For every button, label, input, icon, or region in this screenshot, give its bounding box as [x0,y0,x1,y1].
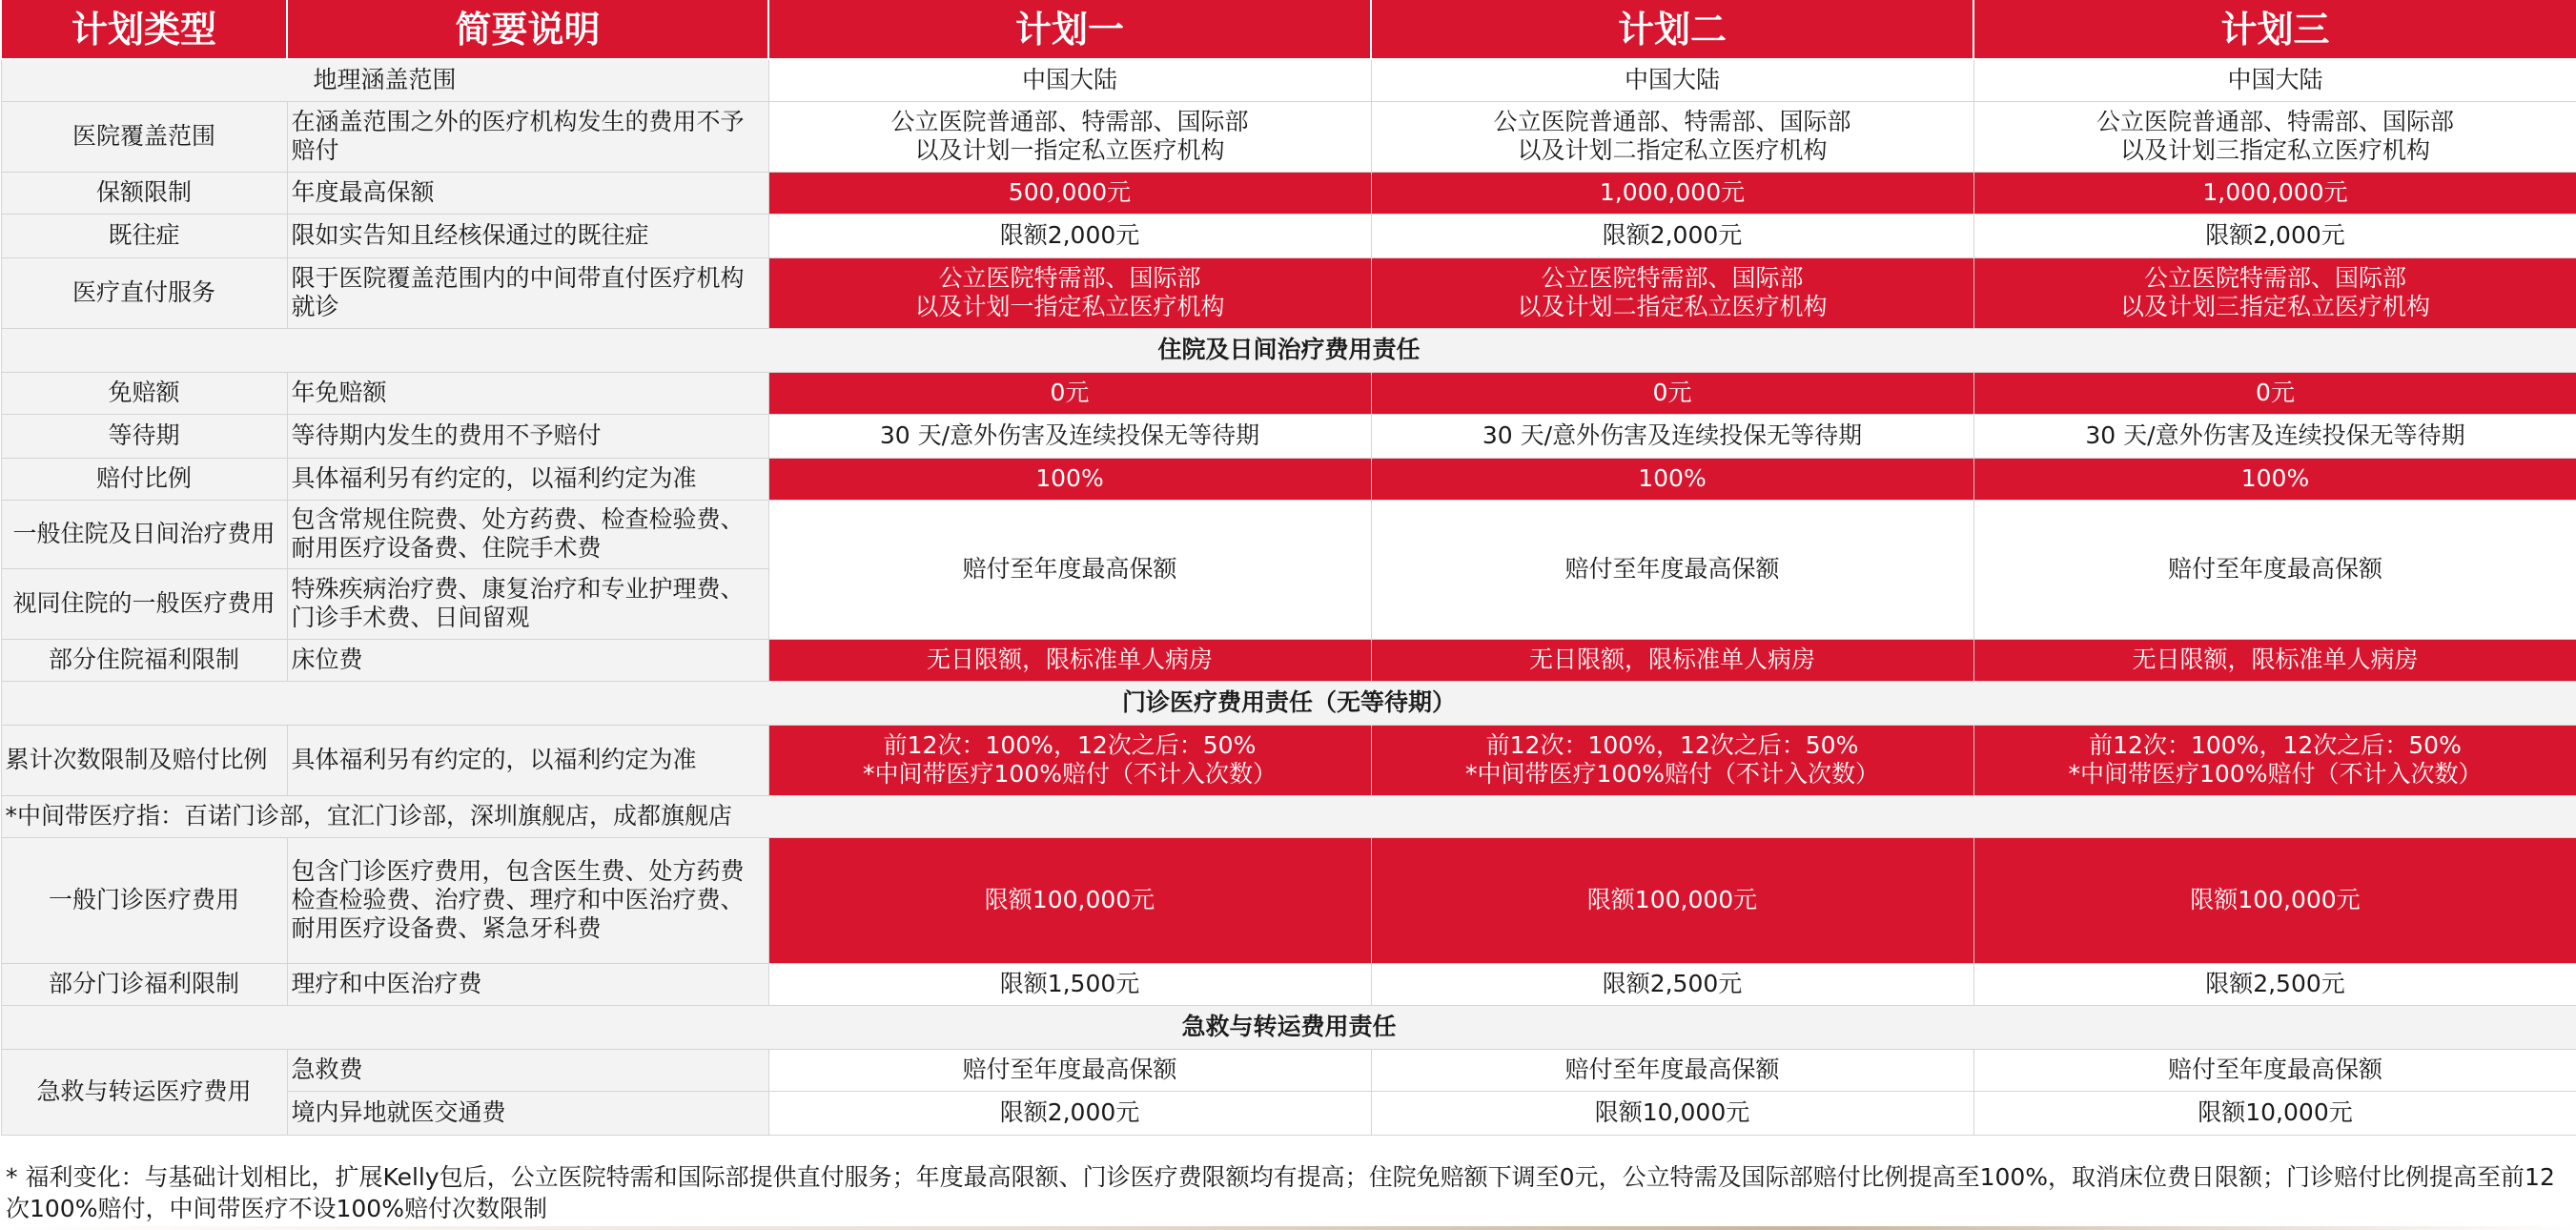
limit-type: 保额限制 [1,172,287,214]
preexist-type: 既往症 [1,214,287,257]
geo-plan2: 中国大陆 [1371,59,1973,101]
header-brief-description: 简要说明 [287,0,768,59]
waiting-plan2: 30 天/意外伤害及连续投保无等待期 [1371,414,1973,458]
row-first-aid [1,1049,2576,1091]
bottom-decorative-strip [0,1226,2576,1230]
section-inpatient-title: 住院及日间治疗费用责任 [1,328,2576,372]
as-inpatient-desc: 特殊疾病治疗费、康复治疗和专业护理费、门诊手术费、日间留观 [287,568,768,639]
deductible-plan2: 0元 [1371,372,1973,414]
inpatient-plan1: 赔付至年度最高保额 [768,500,1371,639]
hospital-plan2 [1371,101,1973,172]
header-plan-two: 计划二 [1371,0,1973,59]
transport-plan1: 限额2,000元 [768,1091,1371,1135]
middle-note: *中间带医疗指：百诺门诊部，宜汇门诊部，深圳旗舰店，成都旗舰店 [1,795,2576,837]
direct-plan1-text: 公立医院特需部、国际部 以及计划一指定私立医疗机构 [914,264,1225,320]
direct-type: 医疗直付服务 [1,257,287,328]
section-inpatient [1,328,2576,372]
ratio-plan2: 100% [1371,458,1973,500]
ratio-desc: 具体福利另有约定的，以福利约定为准 [287,458,768,500]
preexist-plan1: 限额2,000元 [768,214,1371,257]
limit-desc: 年度最高保额 [287,172,768,214]
row-general-outpatient [1,837,2576,963]
ratio-plan3: 100% [1973,458,2576,500]
general-outpatient-plan3: 限额100,000元 [1973,837,2576,963]
row-payout-ratio [1,458,2576,500]
row-hospital-coverage [1,101,2576,172]
general-outpatient-desc: 包含门诊医疗费用，包含医生费、处方药费检查检验费、治疗费、理疗和中医治疗费、耐用医疗设备费、紧急牙科费 [287,837,768,963]
row-direct-billing [1,257,2576,328]
geo-plan1: 中国大陆 [768,59,1371,101]
ratio-type: 赔付比例 [1,458,287,500]
as-inpatient-type: 视同住院的一般医疗费用 [1,568,287,639]
row-waiting-period [1,414,2576,458]
deductible-plan1: 0元 [768,372,1371,414]
visits-type: 累计次数限制及赔付比例 [1,725,287,795]
waiting-desc: 等待期内发生的费用不予赔付 [287,414,768,458]
physio-plan3: 限额2,500元 [1973,963,2576,1005]
row-visit-limits [1,725,2576,795]
section-emergency-title: 急救与转运费用责任 [1,1005,2576,1049]
direct-plan3 [1973,257,2576,328]
row-limit [1,172,2576,214]
deductible-type: 免赔额 [1,372,287,414]
waiting-plan3: 30 天/意外伤害及连续投保无等待期 [1973,414,2576,458]
bed-plan1: 无日限额，限标准单人病房 [768,639,1371,681]
visits-plan3 [1973,725,2576,795]
benefit-change-footnote: * 福利变化：与基础计划相比，扩展Kelly包后，公立医院特需和国际部提供直付服务；年度最高限额、门诊医疗费限额均有提高；住院免赔额下调至0元，公立特需及国际部赔付比例提高至100%，取消床位费日限额；门诊赔付比例提高至前12次100%赔付，中间带医疗不设100%赔付次数限制 [6,1163,2555,1222]
transport-plan3: 限额10,000元 [1973,1091,2576,1135]
emergency-type: 急救与转运医疗费用 [1,1049,287,1135]
waiting-type: 等待期 [1,414,287,458]
geo-coverage-label: 地理涵盖范围 [1,59,768,101]
general-outpatient-plan2: 限额100,000元 [1371,837,1973,963]
hospital-plan1 [768,101,1371,172]
row-transport [1,1091,2576,1135]
transport-plan2: 限额10,000元 [1371,1091,1973,1135]
geo-plan3: 中国大陆 [1973,59,2576,101]
general-outpatient-type: 一般门诊医疗费用 [1,837,287,963]
bed-plan3: 无日限额，限标准单人病房 [1973,639,2576,681]
limit-plan2: 1,000,000元 [1371,172,1973,214]
transport-desc: 境内异地就医交通费 [287,1091,768,1135]
visits-desc: 具体福利另有约定的，以福利约定为准 [287,725,768,795]
section-emergency [1,1005,2576,1049]
header-plan-type: 计划类型 [1,0,287,59]
preexist-plan3: 限额2,000元 [1973,214,2576,257]
bed-desc: 床位费 [287,639,768,681]
inpatient-plan3: 赔付至年度最高保额 [1973,500,2576,639]
direct-plan2 [1371,257,1973,328]
row-middle-note [1,795,2576,837]
section-outpatient [1,681,2576,725]
direct-plan3-text: 公立医院特需部、国际部 以及计划三指定私立医疗机构 [2119,264,2430,320]
header-plan-one: 计划一 [768,0,1371,59]
physio-plan2: 限额2,500元 [1371,963,1973,1005]
preexist-plan2: 限额2,000元 [1371,214,1973,257]
deductible-plan3: 0元 [1973,372,2576,414]
general-outpatient-plan1: 限额100,000元 [768,837,1371,963]
visits-plan1 [768,725,1371,795]
visits-plan2 [1371,725,1973,795]
row-geo-coverage [1,59,2576,101]
row-bed-limit [1,639,2576,681]
ratio-plan1: 100% [768,458,1371,500]
bed-plan2: 无日限额，限标准单人病房 [1371,639,1973,681]
physio-desc: 理疗和中医治疗费 [287,963,768,1005]
bed-type: 部分住院福利限制 [1,639,287,681]
row-deductible [1,372,2576,414]
header-row [1,0,2576,59]
limit-plan1: 500,000元 [768,172,1371,214]
hospital-type: 医院覆盖范围 [1,101,287,172]
hospital-plan3 [1973,101,2576,172]
visits-plan1-text: 前12次：100%，12次之后：50% *中间带医疗100%赔付（不计入次数） [863,731,1277,788]
visits-plan2-text: 前12次：100%，12次之后：50% *中间带医疗100%赔付（不计入次数） [1465,731,1879,788]
hospital-desc: 在涵盖范围之外的医疗机构发生的费用不予赔付 [287,101,768,172]
deductible-desc: 年免赔额 [287,372,768,414]
preexist-desc: 限如实告知且经核保通过的既往症 [287,214,768,257]
first-aid-desc: 急救费 [287,1049,768,1091]
first-aid-plan3: 赔付至年度最高保额 [1973,1049,2576,1091]
hospital-plan2-text: 公立医院普通部、特需部、国际部 以及计划二指定私立医疗机构 [1493,108,1851,164]
direct-plan1 [768,257,1371,328]
hospital-plan3-text: 公立医院普通部、特需部、国际部 以及计划三指定私立医疗机构 [2096,108,2454,164]
inpatient-plan2: 赔付至年度最高保额 [1371,500,1973,639]
general-inpatient-type: 一般住院及日间治疗费用 [1,500,287,568]
physio-type: 部分门诊福利限制 [1,963,287,1005]
visits-plan3-text: 前12次：100%，12次之后：50% *中间带医疗100%赔付（不计入次数） [2068,731,2483,788]
hospital-plan1-text: 公立医院普通部、特需部、国际部 以及计划一指定私立医疗机构 [890,108,1249,164]
limit-plan3: 1,000,000元 [1973,172,2576,214]
direct-desc: 限于医院覆盖范围内的中间带直付医疗机构就诊 [287,257,768,328]
row-physio-limit [1,963,2576,1005]
waiting-plan1: 30 天/意外伤害及连续投保无等待期 [768,414,1371,458]
section-outpatient-title: 门诊医疗费用责任（无等待期） [1,681,2576,725]
physio-plan1: 限额1,500元 [768,963,1371,1005]
first-aid-plan2: 赔付至年度最高保额 [1371,1049,1973,1091]
first-aid-plan1: 赔付至年度最高保额 [768,1049,1371,1091]
general-inpatient-desc: 包含常规住院费、处方药费、检查检验费、耐用医疗设备费、住院手术费 [287,500,768,568]
row-general-inpatient [1,500,2576,568]
header-plan-three: 计划三 [1973,0,2576,59]
row-preexisting [1,214,2576,257]
direct-plan2-text: 公立医院特需部、国际部 以及计划二指定私立医疗机构 [1517,264,1828,320]
